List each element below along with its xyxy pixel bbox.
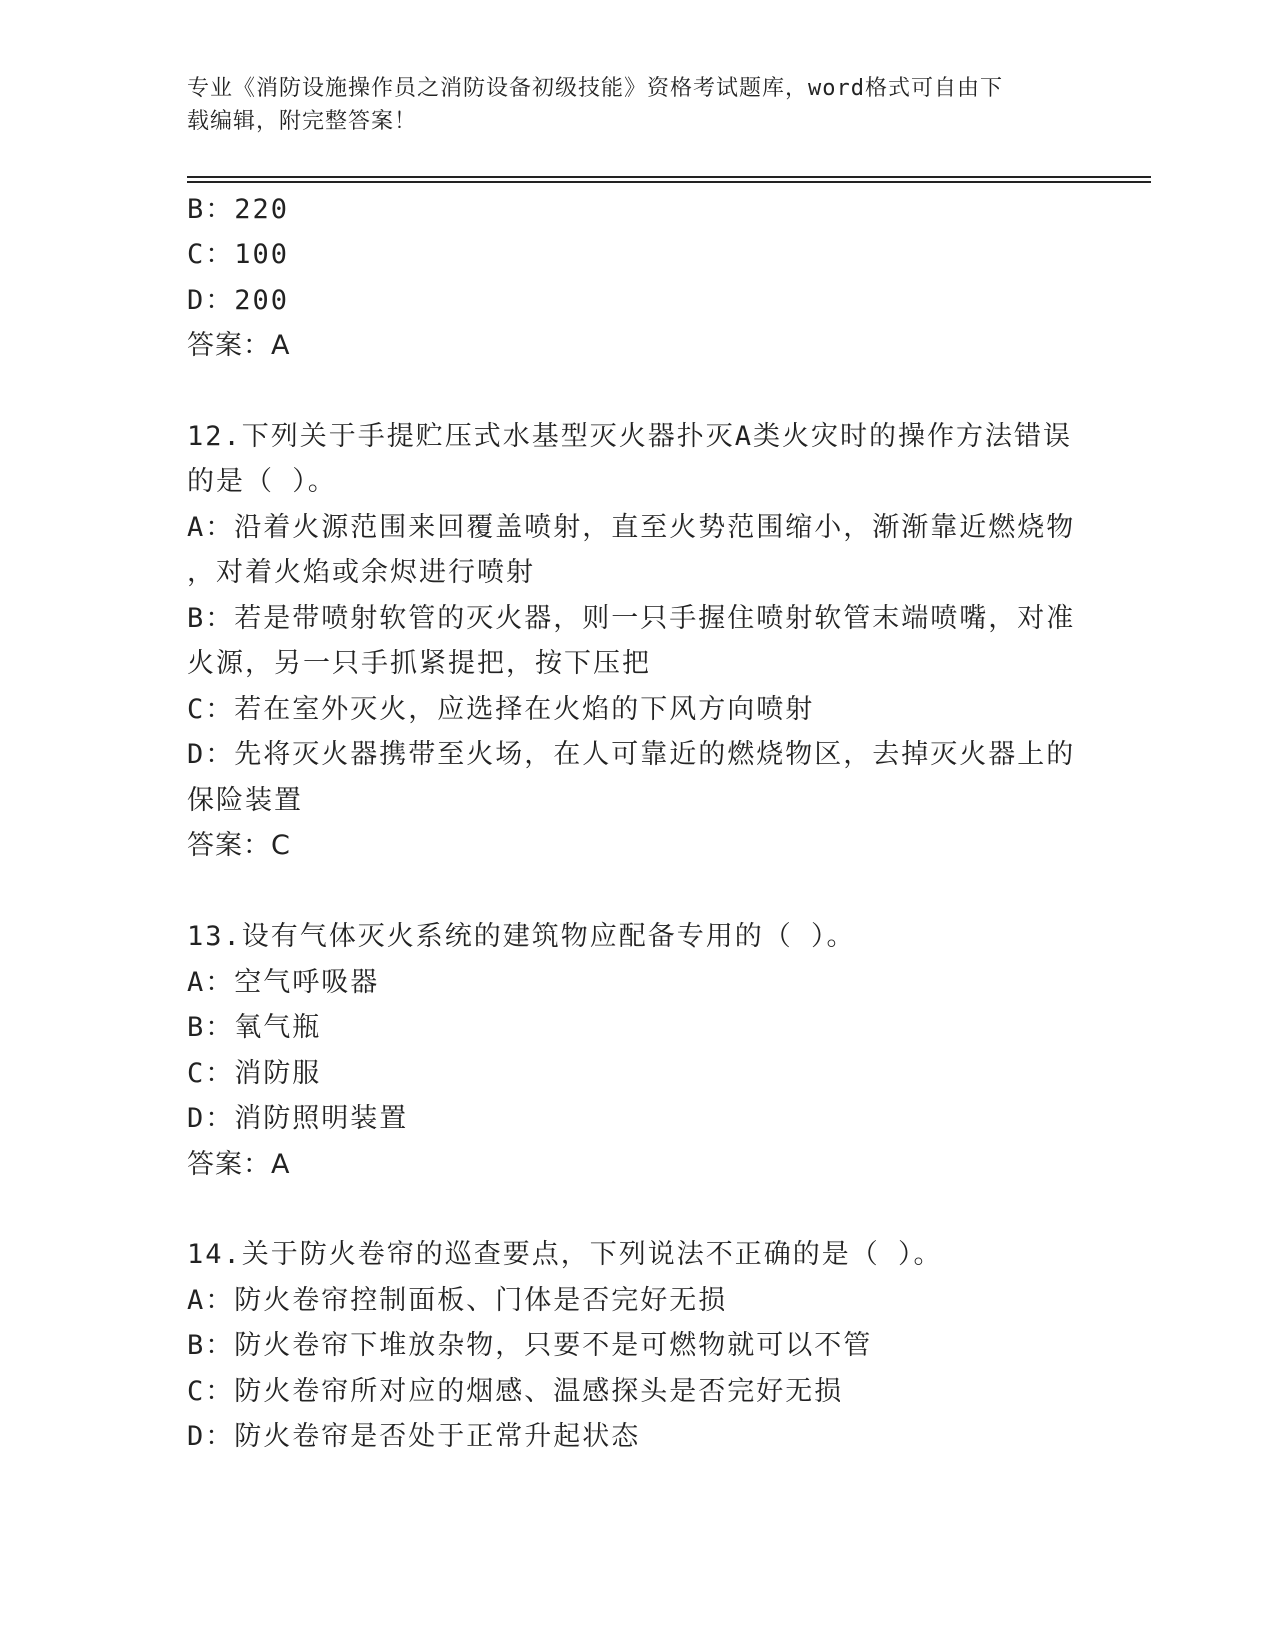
q13-option-a: A：空气呼吸器 bbox=[187, 967, 380, 998]
header-line-2: 载编辑，附完整答案！ bbox=[187, 109, 418, 134]
q13-option-b: B：氧气瓶 bbox=[187, 1012, 322, 1043]
header-divider-top bbox=[187, 176, 1151, 178]
q14-option-a: A：防火卷帘控制面板、门体是否完好无损 bbox=[187, 1285, 728, 1316]
q13-option-c: C：消防服 bbox=[187, 1058, 322, 1089]
q11-option-d: D：200 bbox=[187, 285, 290, 316]
document-header bbox=[187, 72, 1087, 138]
q13-option-d: D：消防照明装置 bbox=[187, 1103, 409, 1134]
q12-stem-line-2: 的是（ ）。 bbox=[187, 466, 337, 497]
q12-option-a-line-1: A：沿着火源范围来回覆盖喷射，直至火势范围缩小，渐渐靠近燃烧物 bbox=[187, 512, 1076, 543]
q12-stem-line-1: 12.下列关于手提贮压式水基型灭火器扑灭A类火灾时的操作方法错误 bbox=[187, 421, 1073, 452]
q11-option-c: C：100 bbox=[187, 239, 290, 270]
q12-option-b-line-2: 火源，另一只手抓紧提把，按下压把 bbox=[187, 648, 651, 679]
q11-option-b: B：220 bbox=[187, 194, 290, 225]
q12-option-d-line-1: D：先将灭火器携带至火场，在人可靠近的燃烧物区，去掉灭火器上的 bbox=[187, 739, 1076, 770]
q11-answer: 答案：A bbox=[187, 330, 291, 361]
q14-option-b: B：防火卷帘下堆放杂物，只要不是可燃物就可以不管 bbox=[187, 1330, 873, 1361]
q14-option-d: D：防火卷帘是否处于正常升起状态 bbox=[187, 1421, 641, 1452]
q14-option-c: C：防火卷帘所对应的烟感、温感探头是否完好无损 bbox=[187, 1376, 844, 1407]
q14-stem: 14.关于防火卷帘的巡查要点，下列说法不正确的是（ ）。 bbox=[187, 1239, 943, 1270]
q12-option-b-line-1: B：若是带喷射软管的灭火器，则一只手握住喷射软管末端喷嘴，对准 bbox=[187, 603, 1076, 634]
q12-option-d-line-2: 保险装置 bbox=[187, 785, 303, 816]
header-divider-bottom bbox=[187, 181, 1151, 183]
q12-option-c: C：若在室外灭火，应选择在火焰的下风方向喷射 bbox=[187, 694, 815, 725]
q12-answer: 答案：C bbox=[187, 830, 291, 861]
header-line-1: 专业《消防设施操作员之消防设备初级技能》资格考试题库，word格式可自由下 bbox=[187, 76, 1003, 101]
q12-option-a-line-2: ，对着火焰或余烬进行喷射 bbox=[187, 557, 535, 588]
q13-answer: 答案：A bbox=[187, 1149, 291, 1180]
q13-stem: 13.设有气体灭火系统的建筑物应配备专用的（ ）。 bbox=[187, 921, 856, 952]
